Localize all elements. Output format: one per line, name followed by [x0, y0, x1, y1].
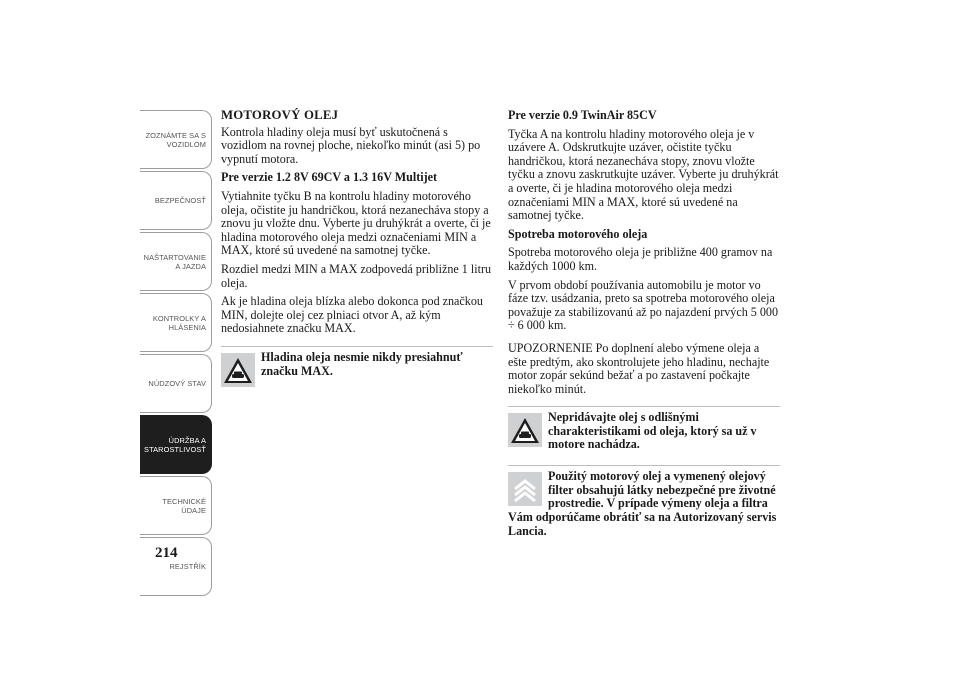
section1-paragraph-2: Rozdiel medzi MIN a MAX zodpovedá približne 1 litru oleja. — [221, 261, 492, 290]
environment-notice — [508, 465, 780, 538]
section3-heading: Spotreba motorového oleja — [508, 226, 648, 241]
intro-paragraph: Kontrola hladiny oleja musí byť uskutočnená s vozidlom na rovnej ploche, niekoľko minút (asi 5) po vypnutí motora. — [221, 124, 481, 166]
section1-paragraph-3: Ak je hladina oleja blízka alebo dokonca pod značkou MIN, dolejte olej cez plniaci otvor A, až kým nedosiahnete značku MAX. — [221, 294, 483, 336]
warning-notice-1 — [221, 346, 493, 397]
section2-heading: Pre verzie 0.9 TwinAir 85CV — [508, 108, 657, 122]
tab-rejstrik[interactable]: REJSTŘÍK — [140, 537, 212, 596]
section1-heading: Pre verzie 1.2 8V 69CV a 1.3 16V Multijet — [221, 170, 438, 185]
warning-triangle-car-icon — [508, 413, 542, 447]
warning-notice-2 — [508, 406, 780, 457]
tab-nudzovy-stav[interactable]: NÚDZOVÝ STAV — [140, 354, 212, 413]
section3-paragraph: Spotreba motorového oleja je približne 400 gramov na každých 1000 km. — [508, 245, 773, 273]
upozornenie-paragraph: UPOZORNENIE Po doplnení alebo výmene oleja a ešte predtým, ako skontrolujete jeho hladinu, nechajte motor zopár sekúnd bežať a po zastavení počkajte niekoľko minút. — [508, 340, 770, 396]
warning-triangle-car-icon — [221, 353, 255, 387]
tab-bezpecnost[interactable]: BEZPEČNOSŤ — [140, 171, 212, 230]
tab-udrzba[interactable]: ÚDRŽBA A STAROSTLIVOSŤ — [140, 415, 212, 474]
left-column — [221, 109, 493, 397]
section2-paragraph: Tyčka A na kontrolu hladiny motorového oleja je v uzávere A. Odskrutkujte uzáver, očistite tyčku handričkou, ktorá nezanecháva stopy, znovu vložte tyčku a znovu zaskrutkujte uzáver. Vyberte ju druhýkrát a overte, či je hladina motorového oleja medzi označeniami MIN a MAX, ktoré sú uvedené na samotnej tyčke. — [508, 126, 779, 223]
section1-paragraph: Vytiahnite tyčku B na kontrolu hladiny motorového oleja, očistite ju handričkou, ktorá nezanecháva stopy a znovu ju vložte dnu. Vyberte ju druhýkrát a overte, či je hladina motorového oleja medzi označeniami MIN a MAX, ktoré sú uvedené na samotnej tyčke. — [221, 188, 491, 258]
environment-text: Použitý motorový olej a vymenený olejový filter obsahujú látky nebezpečné pre životné prostredie. V prípade výmeny oleja a filtra — [548, 469, 776, 511]
tab-nastartovanie[interactable]: NAŠTARTOVANIE A JAZDA — [140, 232, 212, 291]
chapter-tabs — [140, 110, 212, 598]
right-column — [508, 109, 780, 538]
page-number: 214 — [155, 545, 178, 561]
tab-technicke-udaje[interactable]: TECHNICKÉ ÚDAJE — [140, 476, 212, 535]
section-title: MOTOROVÝ OLEJ — [221, 108, 339, 122]
warning-text-1: Hladina oleja nesmie nikdy presiahnuť značku MAX. — [261, 349, 463, 378]
tab-kontrolky[interactable]: KONTROLKY A HLÁSENIA — [140, 293, 212, 352]
warning-text-2: Nepridávajte olej s odlišnými charakteristikami od oleja, ktorý sa už v motore nachádza. — [548, 410, 757, 452]
environment-chevron-icon — [508, 472, 542, 506]
tab-zoznamte-sa[interactable]: ZOZNÁMTE SA S VOZIDLOM — [140, 110, 212, 169]
section3-paragraph-2: V prvom období používania automobilu je motor vo fáze tzv. usádzania, preto sa spotreba motorového oleja považuje za stabilizovanú až po najazdení prvých 5 000 ÷ 6 000 km. — [508, 277, 778, 333]
environment-text-tail: Vám odporúčame obrátiť sa na Autorizovaný servis Lancia. — [508, 510, 777, 538]
